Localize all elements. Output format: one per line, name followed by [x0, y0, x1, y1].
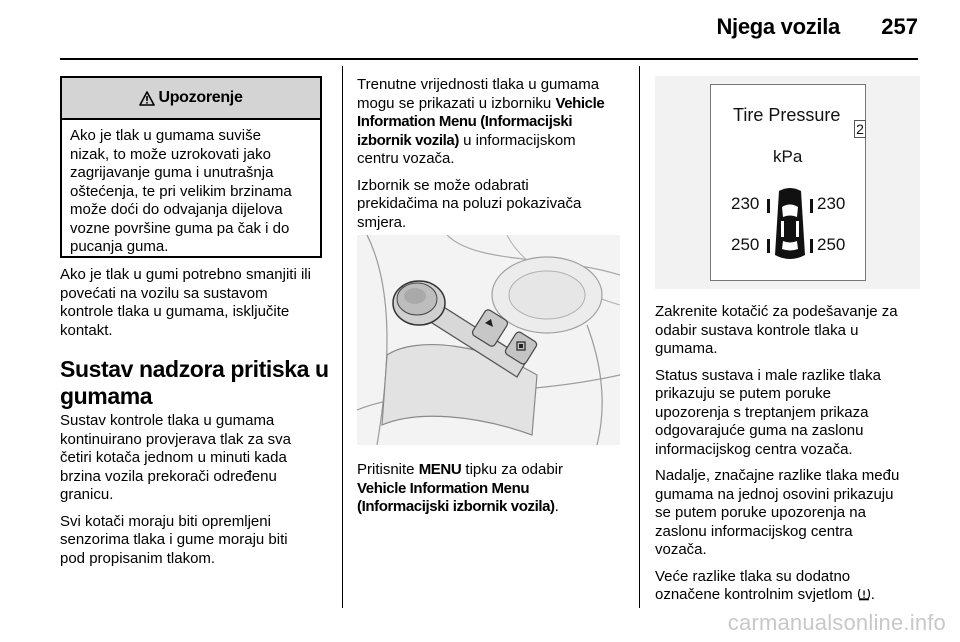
text-line: mogu se prikazati u izborniku	[357, 94, 556, 112]
paragraph	[655, 568, 930, 605]
text-line: odabir sustava kontrole tlaka u	[655, 321, 859, 339]
text-line: granicu.	[60, 486, 114, 503]
text-line: Izbornik se može odabrati	[357, 176, 529, 194]
menu-button-name: MENU	[418, 461, 462, 478]
text-line: upozorenja s treptanjem prikaza	[655, 403, 869, 421]
text-line: kontakt.	[60, 321, 113, 339]
text-line: zagrijavanje guma i unutrašnja	[70, 164, 274, 181]
text-line: prekidačima na poluzi pokazivača	[357, 195, 582, 212]
column-2-lower-text	[357, 461, 632, 525]
text-line: oštećenja, te pri velikim brzinama	[70, 182, 292, 200]
column-divider	[639, 66, 640, 608]
display-title: Tire Pressure	[733, 105, 841, 125]
text-line: Veće razlike tlaka su dodatno	[655, 567, 851, 585]
text-line: gumama.	[655, 340, 718, 357]
text-line: četiri kotača jednom u minuti kada	[60, 449, 287, 466]
text-line: kontinuirano provjerava tlak za sva	[60, 430, 291, 448]
paragraph	[655, 303, 930, 359]
text-line: tipku za odabir	[461, 461, 563, 478]
rear-right-pressure: 250	[817, 235, 846, 254]
menu-name: Vehicle Information Menu	[357, 479, 530, 497]
text-line: nizak, to može uzrokovati jako	[70, 145, 271, 163]
text-line: Status sustava i male razlike tlaka	[655, 366, 881, 384]
lever-drawing	[357, 235, 620, 445]
text-line: Nadalje, značajne razlike tlaka među	[655, 467, 900, 484]
text-line: Ako je tlak u gumama suviše	[70, 127, 261, 144]
text-line: odgovarajuće guma na zaslonu	[655, 422, 864, 439]
rear-left-pressure: 250	[731, 235, 760, 254]
paragraph	[357, 76, 632, 169]
punctuation: .	[554, 498, 559, 515]
page-indicator-icon: 2	[854, 120, 866, 138]
menu-name: (Informacijski izbornik vozila)	[357, 498, 555, 515]
column-divider	[342, 66, 343, 608]
tire-pressure-warning-icon	[857, 587, 871, 601]
menu-name: Information Menu (Informacijski	[357, 113, 573, 130]
text-line: gumama na jednoj osovini prikazuju	[655, 485, 894, 503]
heading-line: Sustav nadzora pritiska u	[60, 356, 329, 382]
section-heading	[60, 356, 335, 410]
text-line: pucanja guma.	[70, 238, 169, 255]
page-header	[0, 0, 960, 60]
watermark: carmanualsonline.info	[727, 610, 946, 635]
text-line: Sustav kontrole tlaka u gumama	[60, 412, 275, 429]
warning-title: Upozorenje	[158, 89, 243, 106]
heading-line: gumama	[60, 383, 153, 409]
menu-name: Vehicle	[555, 94, 605, 112]
display-unit: kPa	[773, 147, 803, 166]
column-2-text	[357, 76, 632, 240]
front-left-pressure: 230	[731, 194, 760, 213]
front-right-pressure: 230	[817, 194, 846, 213]
text-line: prikazuju se putem poruke	[655, 385, 831, 402]
text-line: Zakrenite kotačić za podešavanje za	[655, 303, 898, 320]
text-line: Ako je tlak u gumi potrebno smanjiti ili	[60, 266, 311, 283]
turn-signal-lever-illustration	[357, 235, 620, 445]
paragraph	[60, 412, 335, 505]
text-line: smjera.	[357, 213, 407, 231]
text-line: Svi kotači moraju biti opremljeni	[60, 512, 271, 530]
text-line: informacijskog centra vozača.	[655, 440, 853, 458]
column-3-text	[655, 303, 930, 613]
warning-triangle-icon	[139, 91, 155, 106]
text-line: Pritisnite	[357, 461, 419, 478]
warning-text	[62, 120, 320, 257]
text-line: povećati na vozilu sa sustavom	[60, 284, 268, 302]
page-number: 257	[881, 14, 918, 39]
text-line: pod propisanim tlakom.	[60, 549, 216, 567]
warning-header	[62, 78, 320, 120]
text-line: vozača.	[655, 541, 707, 558]
paragraph	[655, 467, 930, 560]
column-1-text	[60, 266, 335, 576]
text-line: kontrole tlaka u gumama, isključite	[60, 303, 290, 320]
paragraph	[60, 513, 335, 569]
tire-pressure-display-figure	[655, 76, 920, 289]
text-line: senzorima tlaka i gume moraju biti	[60, 531, 288, 548]
warning-box	[60, 76, 322, 258]
section-title: Njega vozila	[716, 14, 840, 39]
paragraph	[357, 461, 632, 517]
paragraph	[60, 266, 335, 340]
text-line: Trenutne vrijednosti tlaka u gumama	[357, 76, 600, 93]
text-line: brzina vozila prekorači određenu	[60, 467, 277, 485]
paragraph	[655, 367, 930, 460]
header-rule	[60, 58, 918, 60]
paragraph	[357, 177, 632, 233]
text-line: vozne površine guma pa čak i do	[70, 219, 290, 237]
text-line: u informacijskom	[458, 131, 576, 149]
text-line: označene kontrolnim svjetlom	[655, 586, 857, 603]
info-display-screen	[710, 84, 866, 281]
text-line: može doći do odvajanja dijelova	[70, 201, 283, 218]
car-top-view-icon	[767, 185, 813, 265]
menu-name: izbornik vozila)	[357, 131, 459, 149]
text-line: zaslonu informacijskog centra	[655, 522, 853, 540]
text-line: se putem poruke upozorenja na	[655, 504, 866, 521]
text-line: centru vozača.	[357, 150, 455, 167]
punctuation: .	[870, 586, 875, 603]
